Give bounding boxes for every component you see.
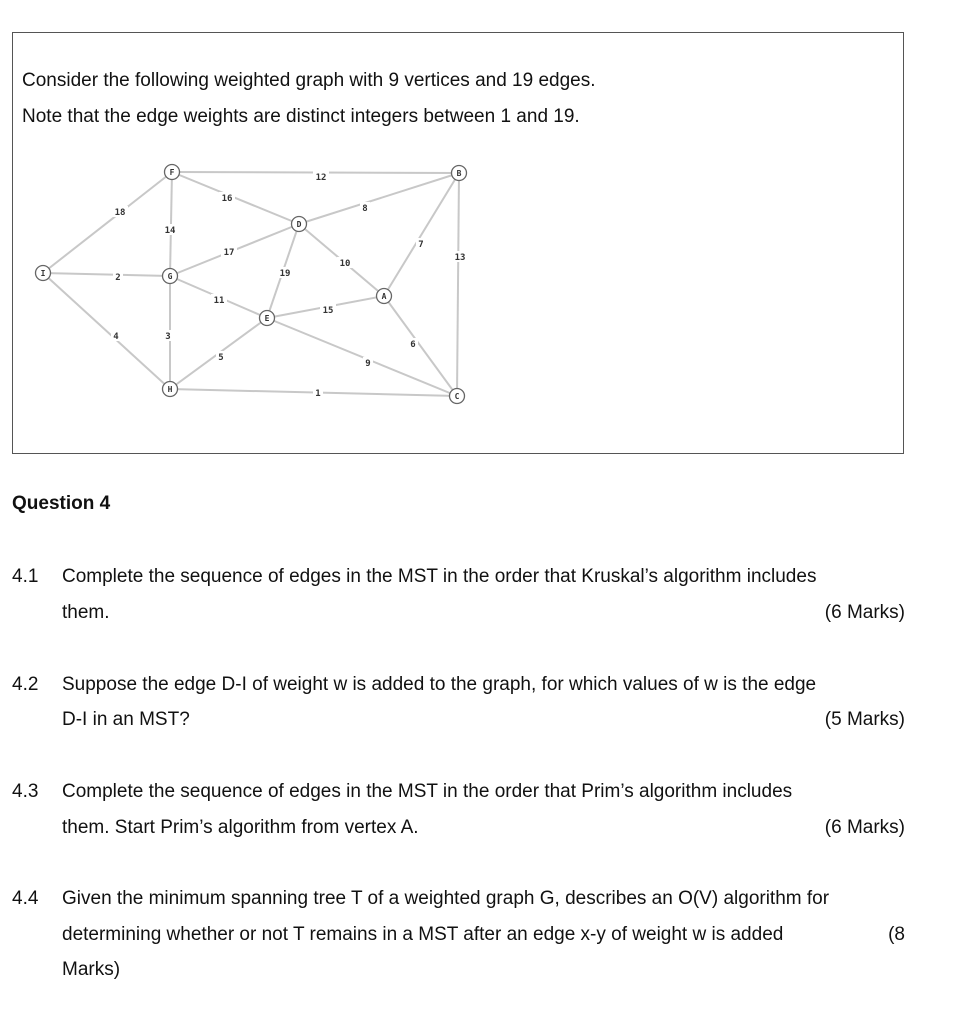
edge-weight-label: 10: [339, 259, 351, 269]
edge-weight-label: 14: [164, 226, 176, 236]
edge-weight-label: 16: [221, 194, 233, 204]
edge-weight-label: 18: [114, 208, 126, 218]
edge-weight-label: 5: [218, 353, 224, 363]
vertex-label: H: [167, 385, 173, 394]
edge-weight-label: 19: [279, 269, 291, 279]
question-number: 4.3: [12, 781, 39, 802]
edge-weight-label: 8: [362, 204, 368, 214]
question-title: Question 4: [12, 493, 111, 514]
intro-line-1: Consider the following weighted graph with 9 vertices and 19 edges.: [22, 70, 596, 91]
edge-B-A: [384, 173, 459, 296]
edge-I-H: [43, 273, 170, 389]
edge-I-F: [43, 172, 172, 273]
question-number: 4.2: [12, 674, 39, 695]
edge-I-G: [43, 273, 170, 276]
question-marks: (6 Marks): [824, 817, 905, 838]
edge-weight-label: 7: [418, 240, 424, 250]
edge-F-D: [172, 172, 299, 224]
question-marks: (5 Marks): [824, 709, 905, 730]
edge-weight-label: 4: [113, 332, 119, 342]
question-text: Given the minimum spanning tree T of a weighted graph G, describes an O(V) algorithm for: [62, 888, 830, 909]
edge-weight-label: 13: [454, 253, 466, 263]
intro-line-2: Note that the edge weights are distinct integers between 1 and 19.: [22, 106, 580, 127]
edge-weight-label: 1: [315, 389, 321, 399]
question-text: them. Start Prim’s algorithm from vertex A.: [62, 817, 419, 838]
question-number: 4.4: [12, 888, 39, 909]
vertex-label: D: [296, 220, 302, 229]
question-number: 4.1: [12, 566, 39, 587]
edge-weight-label: 15: [322, 306, 334, 316]
vertex-label: I: [40, 269, 46, 278]
question-text: Suppose the edge D-I of weight w is added to the graph, for which values of w is the edge: [62, 674, 817, 695]
vertex-label: C: [454, 392, 460, 401]
graph-edges: [40, 172, 459, 396]
edge-weight-label: 9: [365, 359, 371, 369]
vertex-label: B: [456, 169, 462, 178]
question-text: Marks): [62, 959, 121, 980]
question-text: Complete the sequence of edges in the MST in the order that Kruskal’s algorithm includes: [62, 566, 817, 587]
graph-edge-weights: [111, 171, 468, 399]
edge-weight-label: 17: [223, 248, 235, 258]
vertex-label: A: [381, 292, 387, 301]
edge-weight-label: 6: [410, 340, 416, 350]
question-marks: (6 Marks): [824, 602, 905, 623]
edge-weight-label: 3: [165, 332, 171, 342]
edge-B-C: [457, 173, 459, 396]
graph-vertices: [36, 165, 467, 404]
edge-weight-label: 11: [213, 296, 225, 306]
edge-weight-label: 2: [115, 273, 121, 283]
edge-weight-label: 12: [315, 173, 327, 183]
question-marks: (8: [888, 924, 905, 945]
weighted-graph: [0, 0, 964, 460]
vertex-label: G: [167, 272, 173, 281]
question-text: determining whether or not T remains in a MST after an edge x-y of weight w is added: [62, 924, 784, 945]
vertex-label: F: [169, 168, 175, 177]
question-text: D-I in an MST?: [62, 709, 190, 730]
question-text: Complete the sequence of edges in the MST in the order that Prim’s algorithm includes: [62, 781, 793, 802]
vertex-label: E: [264, 314, 270, 323]
question-text: them.: [62, 602, 110, 623]
